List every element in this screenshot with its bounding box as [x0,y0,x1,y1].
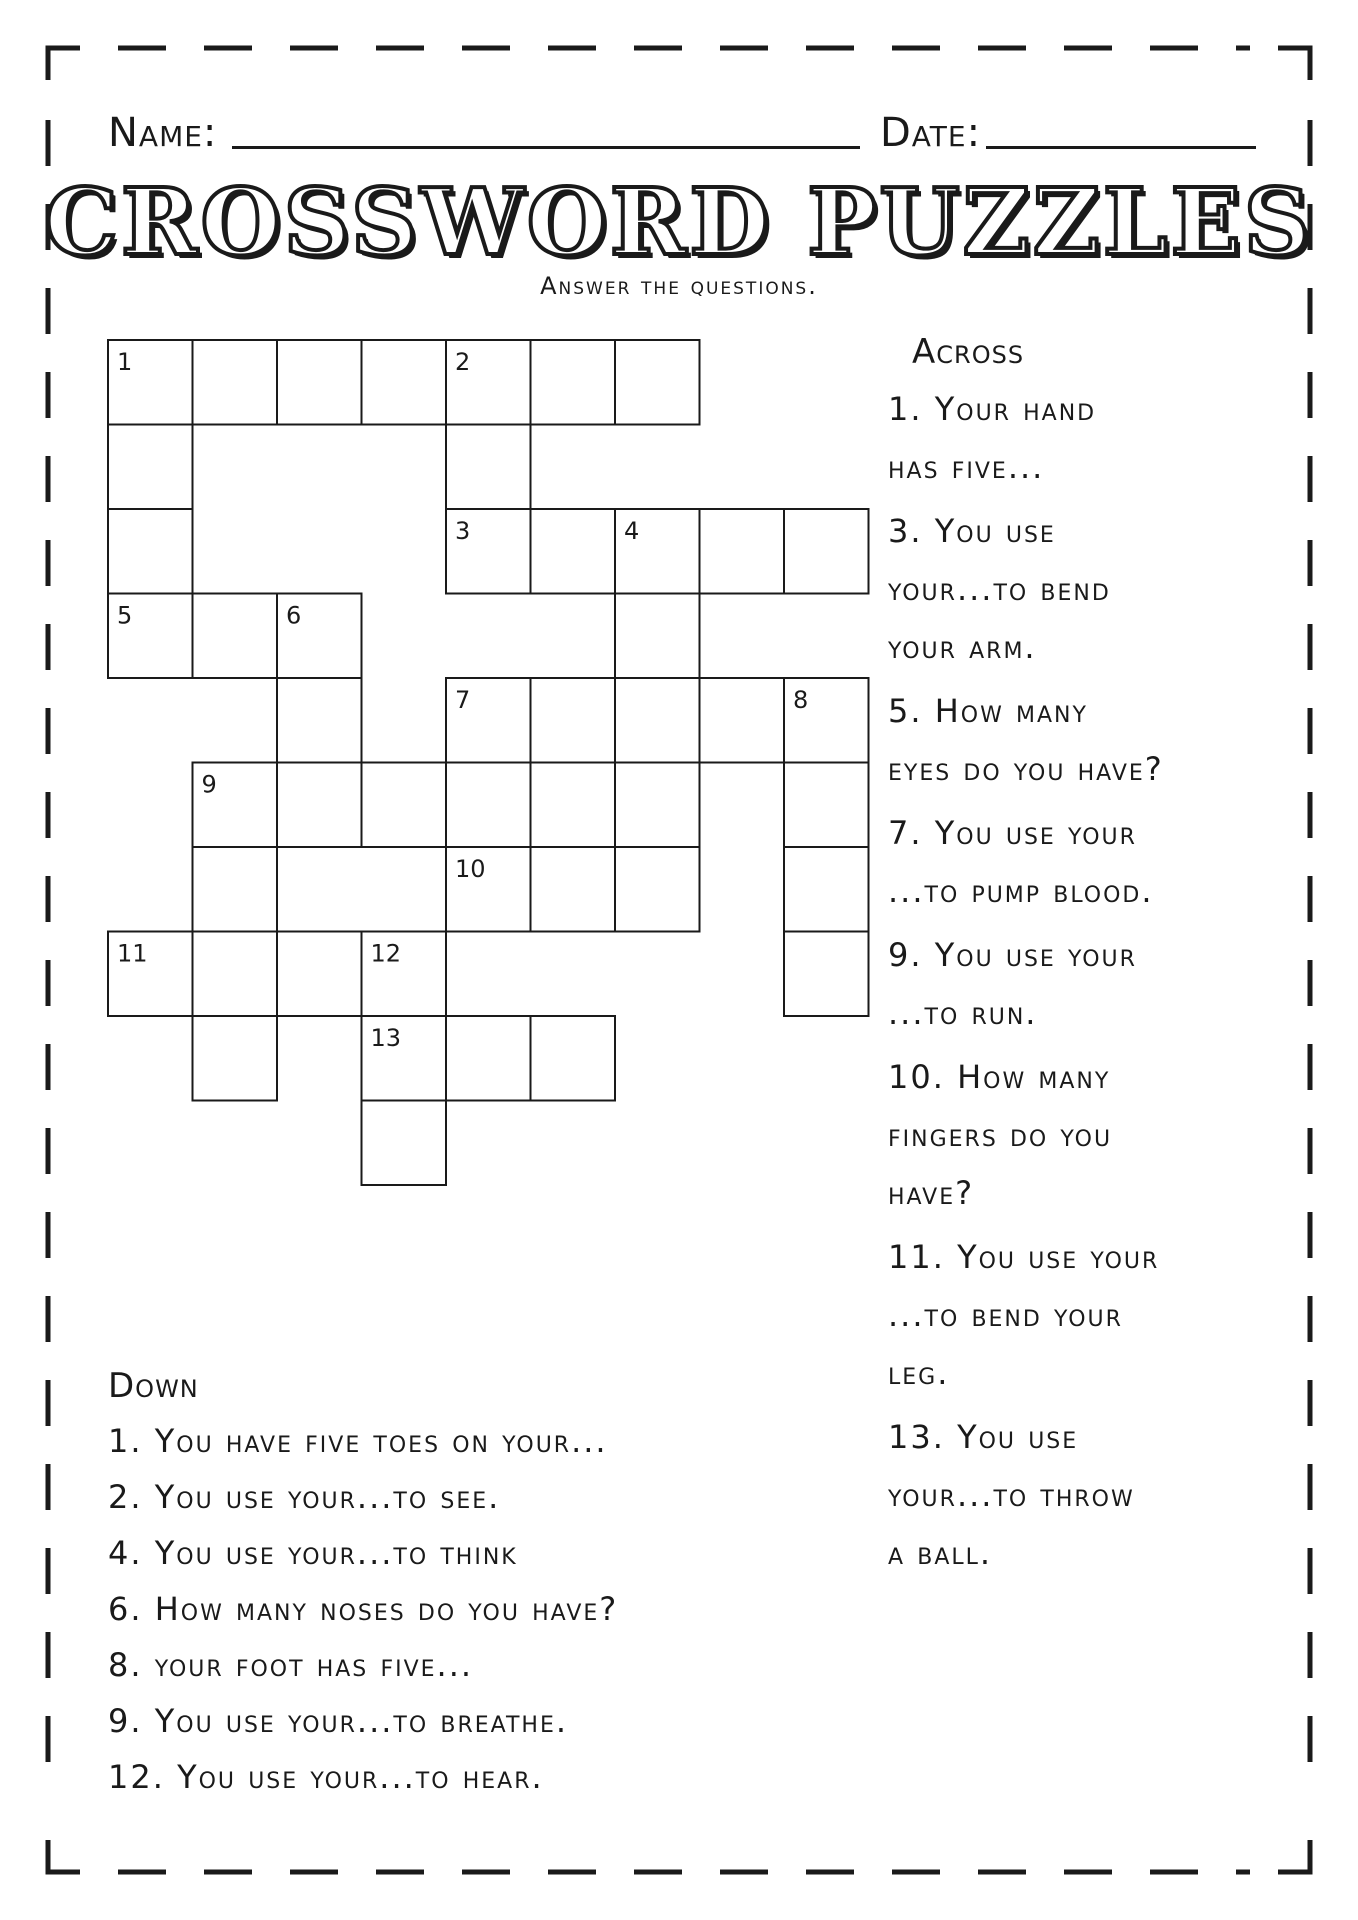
clue-number: 8 [793,686,809,714]
crossword-cell[interactable] [108,425,193,510]
clue-number: 12 [370,939,402,968]
down-heading: Down [108,1366,199,1406]
across-clue-line: have? [888,1174,975,1212]
across-clue-line: 7. You use your [888,814,1137,852]
crossword-cell[interactable] [193,594,278,679]
clue-number: 3 [455,517,471,545]
down-clue-line: 2. You use your...to see. [108,1478,501,1516]
across-clue-line: your arm. [888,628,1037,666]
down-clue-line: 9. You use your...to breathe. [108,1702,569,1740]
crossword-cell[interactable] [784,763,869,848]
crossword-cell[interactable] [362,340,447,425]
crossword-cell[interactable] [615,594,700,679]
across-clue-line: ...to pump blood. [888,872,1154,910]
name-label: Name: [108,110,218,156]
clue-number: 13 [370,1024,402,1052]
across-clue-line: your...to throw [888,1476,1135,1514]
crossword-cell[interactable] [531,1016,616,1101]
crossword-cell[interactable] [531,763,616,848]
down-clue-line: 6. How many noses do you have? [108,1590,619,1628]
crossword-cell[interactable] [446,1016,531,1101]
clue-number: 1 [117,348,133,376]
down-clue-line: 4. You use your...to think [108,1534,518,1572]
clue-number: 2 [455,348,471,376]
clue-number: 11 [117,939,148,968]
crossword-cell[interactable] [615,340,700,425]
crossword-cell[interactable] [277,932,362,1017]
instructions: Answer the questions. [540,272,818,300]
crossword-cell[interactable] [277,763,362,848]
across-clue-line: 1. Your hand [888,390,1097,428]
across-clue-line: 9. You use your [888,936,1137,974]
crossword-cell[interactable] [784,509,869,594]
crossword-cell[interactable] [446,425,531,510]
clue-number: 9 [201,770,217,799]
crossword-cell[interactable] [193,1016,278,1101]
across-clue-line: a ball. [888,1534,993,1572]
across-clue-line: has five... [888,448,1045,486]
crossword-cell[interactable] [193,932,278,1017]
crossword-cell[interactable] [531,678,616,763]
crossword-cell[interactable] [784,932,869,1017]
across-clue-line: leg. [888,1354,950,1392]
crossword-cell[interactable] [615,678,700,763]
across-clue-line: 11. You use your [888,1238,1160,1276]
crossword-cell[interactable] [108,509,193,594]
crossword-cell[interactable] [193,340,278,425]
page-title: CROSSWORD PUZZLES [44,168,1314,276]
crossword-cell[interactable] [615,763,700,848]
across-clue-line: 13. You use [888,1418,1079,1456]
across-clue-line: 10. How many [888,1058,1111,1096]
crossword-cell[interactable] [784,847,869,932]
across-clue-line: fingers do you [888,1116,1113,1154]
crossword-cell[interactable] [615,847,700,932]
crossword-cell[interactable] [362,763,447,848]
across-clue-line: 5. How many [888,692,1088,730]
across-clue-line: 3. You use [888,512,1056,550]
crossword-cell[interactable] [362,1101,447,1186]
down-clue-line: 8. your foot has five... [108,1646,474,1684]
clue-number: 5 [117,601,133,630]
crossword-cell[interactable] [277,340,362,425]
across-heading: Across [912,332,1025,372]
clue-number: 7 [455,686,471,714]
crossword-cell[interactable] [700,509,785,594]
across-clue-line: your...to bend [888,570,1111,608]
across-clue-line: eyes do you have? [888,750,1164,788]
crossword-cell[interactable] [700,678,785,763]
across-clue-line: ...to run. [888,994,1038,1032]
crossword-cell[interactable] [277,678,362,763]
date-label: Date: [880,110,982,156]
clue-number: 4 [624,517,640,545]
down-clue-line: 1. You have five toes on your... [108,1422,608,1460]
down-clue-line: 12. You use your...to hear. [108,1758,544,1796]
crossword-cell[interactable] [193,847,278,932]
across-clue-line: ...to bend your [888,1296,1123,1334]
clue-number: 6 [286,601,302,630]
crossword-cell[interactable] [531,340,616,425]
crossword-cell[interactable] [531,847,616,932]
crossword-cell[interactable] [531,509,616,594]
clue-number: 10 [455,855,486,883]
crossword-cell[interactable] [446,763,531,848]
